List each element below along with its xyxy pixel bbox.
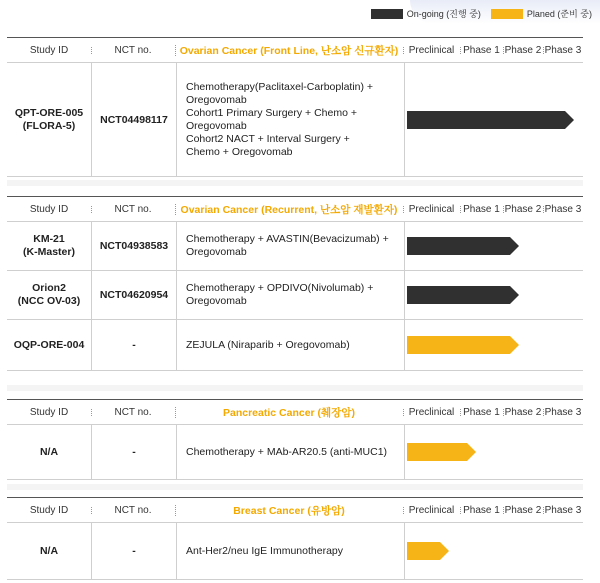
section-breast <box>7 497 583 580</box>
legend-planned <box>491 7 592 20</box>
progress-cell <box>405 523 583 579</box>
col-preclinical: Preclinical <box>403 45 460 56</box>
desc-line: Chemotherapy + OPDIVO(Nivolumab) + <box>186 282 374 294</box>
planned-swatch <box>491 9 523 19</box>
col-phase3: Phase 3 <box>544 504 582 516</box>
section-title: Ovarian Cancer (Front Line, 난소암 신규환자) <box>175 43 403 58</box>
section-title: Pancreatic Cancer (췌장암) <box>175 405 403 420</box>
progress-bar <box>407 237 510 255</box>
desc-line: Chemotherapy(Paclitaxel-Carboplatin) + <box>186 80 374 93</box>
section-header <box>7 497 583 523</box>
desc-line: Oregovomab <box>186 295 247 307</box>
legend-planned-label: Planed (준비 중) <box>526 9 592 19</box>
table-row <box>7 271 583 320</box>
legend <box>367 7 592 20</box>
progress-bar <box>407 443 467 461</box>
section-title: Ovarian Cancer (Recurrent, 난소암 재발환자) <box>175 202 403 217</box>
col-preclinical: Preclinical <box>403 204 460 215</box>
progress-bar <box>407 286 510 304</box>
progress-cell <box>405 222 583 270</box>
table-row <box>7 425 583 480</box>
section-pancreatic <box>7 399 583 480</box>
desc-line: Chemotherapy + MAb-AR20.5 (anti-MUC1) <box>186 445 388 458</box>
study-id: QPT-ORE-005 (FLORA-5) <box>7 63 92 176</box>
table-row <box>7 523 583 580</box>
col-phase2: Phase 2 <box>504 406 542 418</box>
col-phase3: Phase 3 <box>544 406 582 418</box>
section-header <box>7 399 583 425</box>
table-row <box>7 63 583 177</box>
desc-line: Chemotherapy + AVASTIN(Bevacizumab) + <box>186 233 389 245</box>
desc-line: ZEJULA (Niraparib + Oregovomab) <box>186 338 350 351</box>
section-ovarian-front <box>7 37 583 177</box>
nct-number: - <box>92 523 177 579</box>
col-study-id: Study ID <box>29 44 69 56</box>
section-gap <box>7 385 583 391</box>
col-phase2: Phase 2 <box>504 504 542 516</box>
legend-ongoing-label: On-going (진행 중) <box>406 9 481 19</box>
progress-cell <box>405 63 583 176</box>
table-row <box>7 320 583 371</box>
treatment-description <box>177 63 405 176</box>
treatment-description <box>177 320 405 370</box>
section-gap <box>7 180 583 186</box>
treatment-description <box>177 222 405 270</box>
col-nct: NCT no. <box>91 505 175 516</box>
treatment-description <box>177 425 405 479</box>
progress-cell <box>405 425 583 479</box>
nct-number: NCT04498117 <box>92 63 177 176</box>
col-phase2: Phase 2 <box>504 203 542 215</box>
section-ovarian-recurrent <box>7 196 583 371</box>
progress-cell <box>405 271 583 319</box>
desc-line: Oregovomab <box>186 119 247 132</box>
col-phase3: Phase 3 <box>544 203 582 215</box>
progress-bar <box>407 111 565 129</box>
col-phase1: Phase 1 <box>460 505 503 516</box>
desc-line: Oregovomab <box>186 93 247 106</box>
progress-bar <box>407 542 440 560</box>
desc-line: Ant-Her2/neu IgE Immunotherapy <box>186 544 343 557</box>
col-study-id: Study ID <box>29 504 69 516</box>
section-title: Breast Cancer (유방암) <box>175 503 403 518</box>
legend-ongoing <box>371 7 481 20</box>
section-header <box>7 196 583 222</box>
treatment-description <box>177 523 405 579</box>
desc-line: Cohort2 NACT + Interval Surgery + <box>186 132 350 145</box>
col-preclinical: Preclinical <box>403 505 460 516</box>
nct-number: - <box>92 320 177 370</box>
col-phase3: Phase 3 <box>544 44 582 56</box>
study-id: OQP-ORE-004 <box>7 320 92 370</box>
study-id: N/A <box>7 425 92 479</box>
section-gap <box>7 484 583 490</box>
col-nct: NCT no. <box>91 407 175 418</box>
col-phase2: Phase 2 <box>504 44 542 56</box>
nct-number: - <box>92 425 177 479</box>
ongoing-swatch <box>371 9 403 19</box>
study-id: KM-21 (K-Master) <box>7 222 92 270</box>
col-study-id: Study ID <box>29 406 69 418</box>
col-phase1: Phase 1 <box>460 407 503 418</box>
table-row <box>7 222 583 271</box>
desc-line: Oregovomab <box>186 246 247 258</box>
col-study-id: Study ID <box>29 203 69 215</box>
col-nct: NCT no. <box>91 45 175 56</box>
progress-cell <box>405 320 583 370</box>
nct-number: NCT04938583 <box>92 222 177 270</box>
progress-bar <box>407 336 510 354</box>
col-preclinical: Preclinical <box>403 407 460 418</box>
nct-number: NCT04620954 <box>92 271 177 319</box>
desc-line: Cohort1 Primary Surgery + Chemo + <box>186 106 357 119</box>
col-phase1: Phase 1 <box>460 45 503 56</box>
study-id: Orion2 (NCC OV-03) <box>7 271 92 319</box>
desc-line: Chemo + Oregovomab <box>186 145 293 158</box>
study-id: N/A <box>7 523 92 579</box>
col-nct: NCT no. <box>91 204 175 215</box>
section-header <box>7 37 583 63</box>
col-phase1: Phase 1 <box>460 204 503 215</box>
treatment-description <box>177 271 405 319</box>
